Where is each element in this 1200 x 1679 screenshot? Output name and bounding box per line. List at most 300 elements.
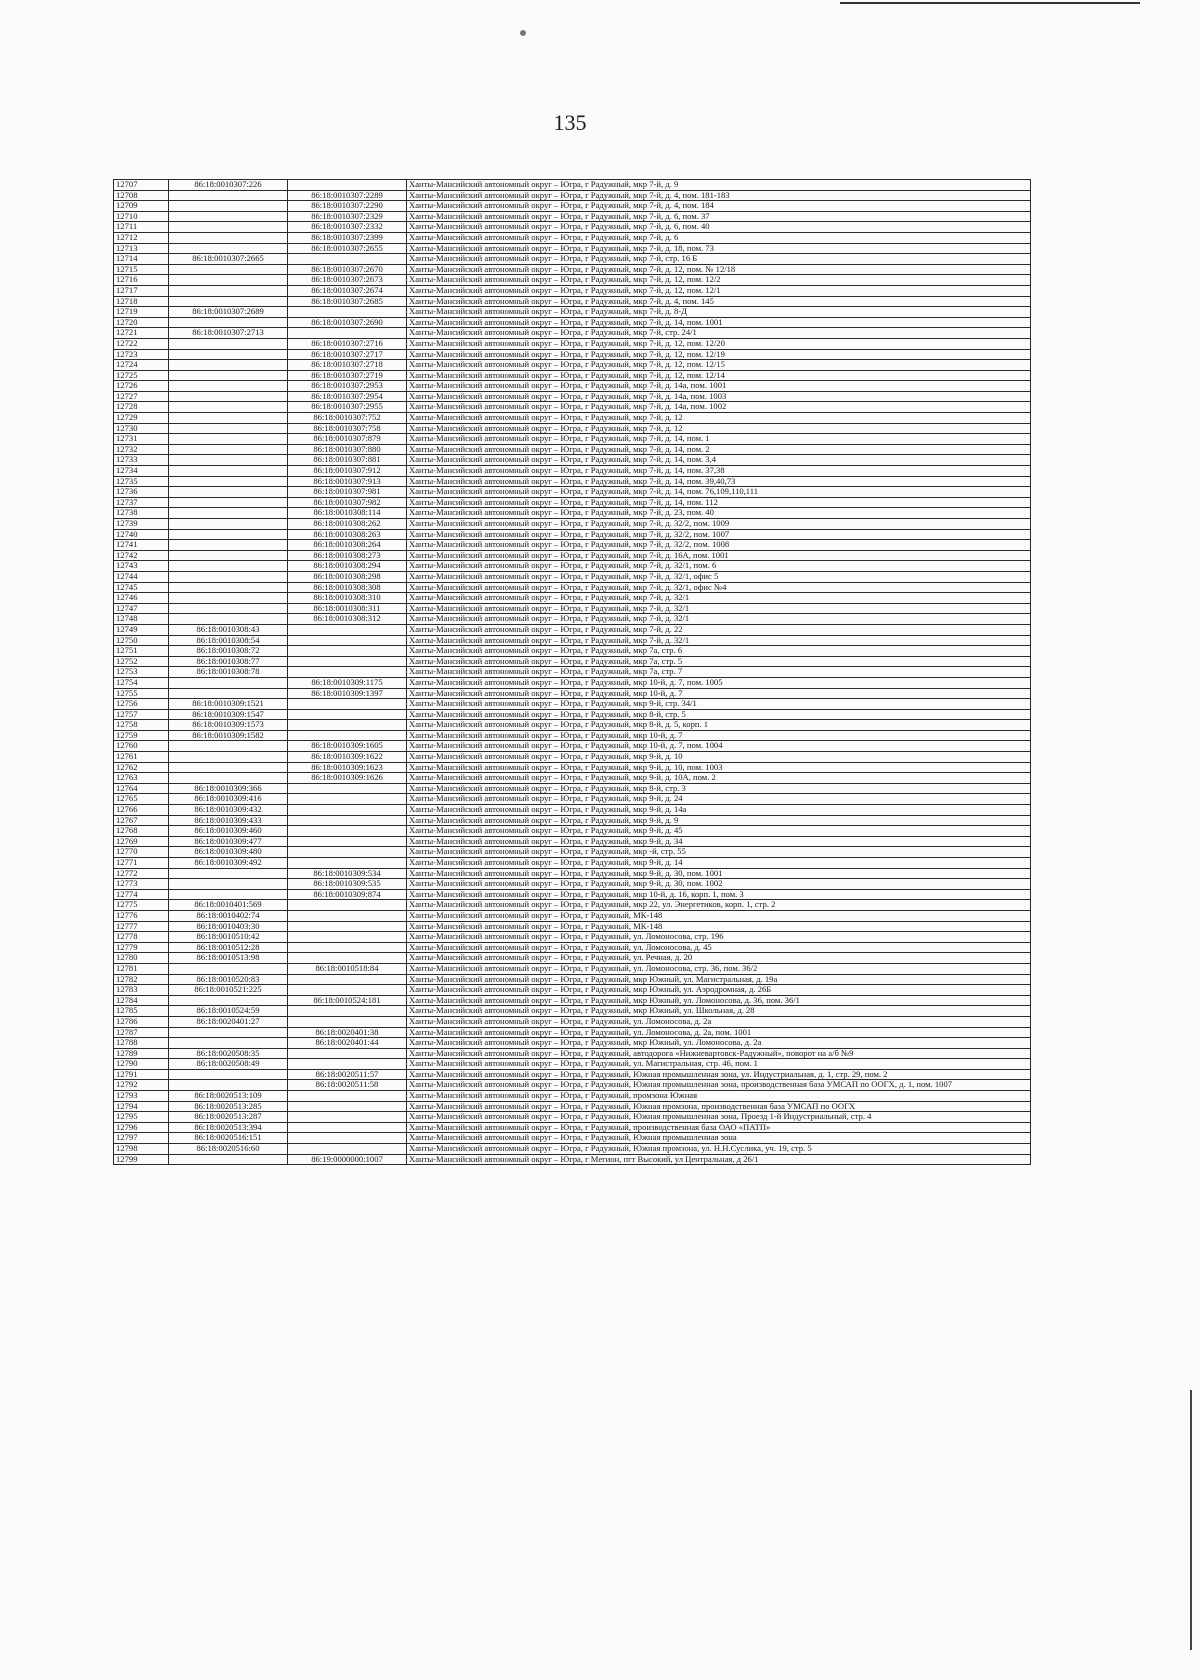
row-number: 12761 bbox=[114, 752, 169, 763]
table-row bbox=[114, 455, 1031, 466]
address: Ханты-Мансийский автономный округ – Югра, г Радужный, мкр 7-й, д. 14, пом. 76,109,110,111 bbox=[407, 487, 1031, 498]
address: Ханты-Мансийский автономный округ – Югра, г Радужный, ул. Магистральная, стр. 46, пом. 1 bbox=[407, 1059, 1031, 1070]
address: Ханты-Мансийский автономный округ – Югра, г Радужный, мкр 7-й, д. 12, пом. 12/14 bbox=[407, 370, 1031, 381]
land-cadastral-number: 86:18:0010402:74 bbox=[169, 910, 288, 921]
land-cadastral-number bbox=[169, 963, 288, 974]
building-cadastral-number: 86:18:0010307:879 bbox=[288, 434, 407, 445]
table-row bbox=[114, 1133, 1031, 1144]
land-cadastral-number bbox=[169, 1027, 288, 1038]
address: Ханты-Мансийский автономный округ – Югра, г Радужный, мкр 7а, стр. 6 bbox=[407, 646, 1031, 657]
table-row bbox=[114, 995, 1031, 1006]
address: Ханты-Мансийский автономный округ – Югра, г Радужный, мкр 7-й, д. 14а, пом. 1001 bbox=[407, 381, 1031, 392]
building-cadastral-number: 86:18:0010307:2332 bbox=[288, 222, 407, 233]
table-row bbox=[114, 624, 1031, 635]
building-cadastral-number: 86:18:0010307:2655 bbox=[288, 243, 407, 254]
land-cadastral-number bbox=[169, 285, 288, 296]
table-row bbox=[114, 762, 1031, 773]
table-row bbox=[114, 667, 1031, 678]
land-cadastral-number bbox=[169, 360, 288, 371]
row-number: 12720 bbox=[114, 317, 169, 328]
land-cadastral-number: 86:18:0010309:477 bbox=[169, 836, 288, 847]
building-cadastral-number: 86:18:0010309:1175 bbox=[288, 677, 407, 688]
table-row bbox=[114, 942, 1031, 953]
address: Ханты-Мансийский автономный округ – Югра, г Радужный, мкр 7-й, д. 32/1, офис №4 bbox=[407, 582, 1031, 593]
row-number: 12765 bbox=[114, 794, 169, 805]
row-number: 12721 bbox=[114, 328, 169, 339]
row-number: 12725 bbox=[114, 370, 169, 381]
table-row bbox=[114, 1154, 1031, 1165]
table-row bbox=[114, 1122, 1031, 1133]
land-cadastral-number: 86:18:0010307:2665 bbox=[169, 254, 288, 265]
row-number: 12724 bbox=[114, 360, 169, 371]
land-cadastral-number bbox=[169, 995, 288, 1006]
table-row bbox=[114, 222, 1031, 233]
row-number: 12734 bbox=[114, 466, 169, 477]
scan-right-edge bbox=[1190, 1390, 1192, 1650]
building-cadastral-number bbox=[288, 730, 407, 741]
row-number: 12754 bbox=[114, 677, 169, 688]
row-number: 12788 bbox=[114, 1038, 169, 1049]
land-cadastral-number bbox=[169, 1080, 288, 1091]
table-row bbox=[114, 805, 1031, 816]
building-cadastral-number: 86:19:0000000:1007 bbox=[288, 1154, 407, 1165]
building-cadastral-number: 86:18:0010308:294 bbox=[288, 561, 407, 572]
address: Ханты-Мансийский автономный округ – Югра, г Радужный, мкр 7-й, д. 22 bbox=[407, 624, 1031, 635]
land-cadastral-number bbox=[169, 264, 288, 275]
row-number: 12774 bbox=[114, 889, 169, 900]
table-row bbox=[114, 963, 1031, 974]
building-cadastral-number: 86:18:0010307:2955 bbox=[288, 402, 407, 413]
row-number: 12794 bbox=[114, 1101, 169, 1112]
row-number: 12796 bbox=[114, 1122, 169, 1133]
address: Ханты-Мансийский автономный округ – Югра, г Радужный, мкр -й, стр. 55 bbox=[407, 847, 1031, 858]
table-row bbox=[114, 190, 1031, 201]
land-cadastral-number: 86:18:0010309:366 bbox=[169, 783, 288, 794]
building-cadastral-number bbox=[288, 624, 407, 635]
building-cadastral-number bbox=[288, 953, 407, 964]
address: Ханты-Мансийский автономный округ – Югра, г Радужный, мкр 7-й, д. 12, пом. 12/15 bbox=[407, 360, 1031, 371]
row-number: 12779 bbox=[114, 942, 169, 953]
land-cadastral-number bbox=[169, 571, 288, 582]
row-number: 12777 bbox=[114, 921, 169, 932]
table-row bbox=[114, 180, 1031, 191]
row-number: 12744 bbox=[114, 571, 169, 582]
building-cadastral-number: 86:18:0010307:2690 bbox=[288, 317, 407, 328]
address: Ханты-Мансийский автономный округ – Югра, г Радужный, мкр 7-й, д. 18, пом. 73 bbox=[407, 243, 1031, 254]
table-row bbox=[114, 656, 1031, 667]
address: Ханты-Мансийский автономный округ – Югра, г Радужный, мкр 8-й, стр. 5 bbox=[407, 709, 1031, 720]
building-cadastral-number: 86:18:0010308:273 bbox=[288, 550, 407, 561]
building-cadastral-number bbox=[288, 826, 407, 837]
building-cadastral-number bbox=[288, 942, 407, 953]
table-row bbox=[114, 307, 1031, 318]
building-cadastral-number: 86:18:0010309:1623 bbox=[288, 762, 407, 773]
land-cadastral-number: 86:18:0010512:28 bbox=[169, 942, 288, 953]
building-cadastral-number bbox=[288, 847, 407, 858]
building-cadastral-number bbox=[288, 328, 407, 339]
address: Ханты-Мансийский автономный округ – Югра, г Радужный, ул. Речная, д. 20 bbox=[407, 953, 1031, 964]
land-cadastral-number bbox=[169, 519, 288, 530]
land-cadastral-number bbox=[169, 487, 288, 498]
building-cadastral-number: 86:18:0010307:912 bbox=[288, 466, 407, 477]
building-cadastral-number: 86:18:0010309:1605 bbox=[288, 741, 407, 752]
building-cadastral-number bbox=[288, 1059, 407, 1070]
address: Ханты-Мансийский автономный округ – Югра, г Радужный, мкр 7-й, д. 6, пом. 40 bbox=[407, 222, 1031, 233]
table-row bbox=[114, 836, 1031, 847]
land-cadastral-number bbox=[169, 593, 288, 604]
address: Ханты-Мансийский автономный округ – Югра, г Радужный, мкр 7-й, д. 14, пом. 1 bbox=[407, 434, 1031, 445]
building-cadastral-number: 86:18:0010307:2673 bbox=[288, 275, 407, 286]
land-cadastral-number bbox=[169, 232, 288, 243]
table-row bbox=[114, 1080, 1031, 1091]
table-row bbox=[114, 413, 1031, 424]
table-row bbox=[114, 529, 1031, 540]
table-row bbox=[114, 296, 1031, 307]
row-number: 12760 bbox=[114, 741, 169, 752]
row-number: 12780 bbox=[114, 953, 169, 964]
land-cadastral-number bbox=[169, 370, 288, 381]
land-cadastral-number: 86:18:0010309:492 bbox=[169, 858, 288, 869]
row-number: 12757 bbox=[114, 709, 169, 720]
table-row bbox=[114, 540, 1031, 551]
row-number: 12719 bbox=[114, 307, 169, 318]
address: Ханты-Мансийский автономный округ – Югра, г Радужный, мкр 7-й, д. 14а, пом. 1003 bbox=[407, 391, 1031, 402]
table-row bbox=[114, 614, 1031, 625]
building-cadastral-number: 86:18:0010307:752 bbox=[288, 413, 407, 424]
address: Ханты-Мансийский автономный округ – Югра, г Радужный, мкр 7-й, д. 14а, пом. 1002 bbox=[407, 402, 1031, 413]
building-cadastral-number bbox=[288, 254, 407, 265]
table-row bbox=[114, 752, 1031, 763]
row-number: 12799 bbox=[114, 1154, 169, 1165]
row-number: 12771 bbox=[114, 858, 169, 869]
building-cadastral-number: 86:18:0020511:57 bbox=[288, 1069, 407, 1080]
building-cadastral-number: 86:18:0010308:311 bbox=[288, 603, 407, 614]
address: Ханты-Мансийский автономный округ – Югра, г Радужный, мкр 7-й, д. 32/1 bbox=[407, 593, 1031, 604]
table-row bbox=[114, 275, 1031, 286]
building-cadastral-number: 86:18:0010308:308 bbox=[288, 582, 407, 593]
land-cadastral-number: 86:18:0020401:27 bbox=[169, 1016, 288, 1027]
table-row bbox=[114, 921, 1031, 932]
land-cadastral-number: 86:18:0010307:2713 bbox=[169, 328, 288, 339]
table-row bbox=[114, 783, 1031, 794]
land-cadastral-number: 86:18:0010307:2689 bbox=[169, 307, 288, 318]
land-cadastral-number bbox=[169, 752, 288, 763]
row-number: 12758 bbox=[114, 720, 169, 731]
row-number: 12773 bbox=[114, 879, 169, 890]
row-number: 12712 bbox=[114, 232, 169, 243]
land-cadastral-number: 86:18:0020513:394 bbox=[169, 1122, 288, 1133]
row-number: 12733 bbox=[114, 455, 169, 466]
address: Ханты-Мансийский автономный округ – Югра, г Радужный, мкр 7-й, д. 16А, пом. 1001 bbox=[407, 550, 1031, 561]
table-row bbox=[114, 1048, 1031, 1059]
table-row bbox=[114, 985, 1031, 996]
building-cadastral-number: 86:18:0010307:2954 bbox=[288, 391, 407, 402]
row-number: 12748 bbox=[114, 614, 169, 625]
address: Ханты-Мансийский автономный округ – Югра, г Радужный, мкр 9-й, д. 30, пом. 1001 bbox=[407, 868, 1031, 879]
address: Ханты-Мансийский автономный округ – Югра, г Радужный, мкр 7-й, д. 8-Д bbox=[407, 307, 1031, 318]
table-row bbox=[114, 1059, 1031, 1070]
table-row bbox=[114, 360, 1031, 371]
land-cadastral-number: 86:18:0010307:226 bbox=[169, 180, 288, 191]
land-cadastral-number bbox=[169, 529, 288, 540]
building-cadastral-number bbox=[288, 815, 407, 826]
address: Ханты-Мансийский автономный округ – Югра, г Радужный, мкр 8-й, стр. 3 bbox=[407, 783, 1031, 794]
row-number: 12715 bbox=[114, 264, 169, 275]
land-cadastral-number bbox=[169, 211, 288, 222]
building-cadastral-number bbox=[288, 1122, 407, 1133]
land-cadastral-number bbox=[169, 603, 288, 614]
building-cadastral-number bbox=[288, 720, 407, 731]
building-cadastral-number bbox=[288, 1112, 407, 1123]
address: Ханты-Мансийский автономный округ – Югра, г Радужный, мкр 7-й, д. 32/1 bbox=[407, 635, 1031, 646]
building-cadastral-number: 86:18:0010307:2717 bbox=[288, 349, 407, 360]
building-cadastral-number: 86:18:0010307:2685 bbox=[288, 296, 407, 307]
land-cadastral-number bbox=[169, 466, 288, 477]
building-cadastral-number bbox=[288, 1101, 407, 1112]
building-cadastral-number bbox=[288, 635, 407, 646]
building-cadastral-number bbox=[288, 646, 407, 657]
land-cadastral-number: 86:18:0010309:432 bbox=[169, 805, 288, 816]
table-row bbox=[114, 889, 1031, 900]
address: Ханты-Мансийский автономный округ – Югра, г Радужный, мкр 7а, стр. 7 bbox=[407, 667, 1031, 678]
land-cadastral-number bbox=[169, 773, 288, 784]
building-cadastral-number: 86:18:0010307:880 bbox=[288, 444, 407, 455]
table-row bbox=[114, 519, 1031, 530]
table-row bbox=[114, 264, 1031, 275]
land-cadastral-number bbox=[169, 338, 288, 349]
row-number: 12759 bbox=[114, 730, 169, 741]
table-row bbox=[114, 232, 1031, 243]
building-cadastral-number bbox=[288, 1133, 407, 1144]
building-cadastral-number: 86:18:0010307:758 bbox=[288, 423, 407, 434]
address: Ханты-Мансийский автономный округ – Югра, г Радужный, мкр 9-й, д. 45 bbox=[407, 826, 1031, 837]
row-number: 12745 bbox=[114, 582, 169, 593]
building-cadastral-number: 86:18:0010307:2718 bbox=[288, 360, 407, 371]
row-number: 12797 bbox=[114, 1133, 169, 1144]
address: Ханты-Мансийский автономный округ – Югра, г Радужный, мкр 9-й, д. 34 bbox=[407, 836, 1031, 847]
table-row bbox=[114, 1038, 1031, 1049]
building-cadastral-number: 86:18:0020401:38 bbox=[288, 1027, 407, 1038]
row-number: 12737 bbox=[114, 497, 169, 508]
table-row bbox=[114, 773, 1031, 784]
row-number: 12775 bbox=[114, 900, 169, 911]
table-row bbox=[114, 593, 1031, 604]
building-cadastral-number: 86:18:0010309:874 bbox=[288, 889, 407, 900]
row-number: 12731 bbox=[114, 434, 169, 445]
table-row bbox=[114, 635, 1031, 646]
land-cadastral-number: 86:18:0010309:1573 bbox=[169, 720, 288, 731]
building-cadastral-number bbox=[288, 794, 407, 805]
address: Ханты-Мансийский автономный округ – Югра, г Радужный, мкр 7-й, стр. 24/1 bbox=[407, 328, 1031, 339]
table-row bbox=[114, 646, 1031, 657]
row-number: 12730 bbox=[114, 423, 169, 434]
table-row bbox=[114, 423, 1031, 434]
address: Ханты-Мансийский автономный округ – Югра, г Радужный, мкр 7-й, д. 12, пом. 12/19 bbox=[407, 349, 1031, 360]
table-row bbox=[114, 720, 1031, 731]
land-cadastral-number: 86:18:0010308:77 bbox=[169, 656, 288, 667]
address: Ханты-Мансийский автономный округ – Югра, г Радужный, мкр 10-й, д. 7, пом. 1005 bbox=[407, 677, 1031, 688]
land-cadastral-number bbox=[169, 402, 288, 413]
building-cadastral-number bbox=[288, 985, 407, 996]
building-cadastral-number: 86:18:0020511:58 bbox=[288, 1080, 407, 1091]
page-number: 135 bbox=[553, 110, 587, 135]
address: Ханты-Мансийский автономный округ – Югра, г Радужный, мкр Южный, ул. Школьная, д. 28 bbox=[407, 1006, 1031, 1017]
table-row bbox=[114, 201, 1031, 212]
building-cadastral-number: 86:18:0010308:298 bbox=[288, 571, 407, 582]
land-cadastral-number: 86:18:0010308:72 bbox=[169, 646, 288, 657]
table-row bbox=[114, 582, 1031, 593]
row-number: 12767 bbox=[114, 815, 169, 826]
building-cadastral-number bbox=[288, 709, 407, 720]
address: Ханты-Мансийский автономный округ – Югра, г Радужный, мкр 22, ул. Энергетиков, корп. 1, стр. 2 bbox=[407, 900, 1031, 911]
row-number: 12740 bbox=[114, 529, 169, 540]
address: Ханты-Мансийский автономный округ – Югра, г Радужный, мкр Южный, ул. Магистральная, д. 19а bbox=[407, 974, 1031, 985]
row-number: 12768 bbox=[114, 826, 169, 837]
address: Ханты-Мансийский автономный округ – Югра, г Радужный, Южная промзона, производственная база УМСАП по ООГХ bbox=[407, 1101, 1031, 1112]
address: Ханты-Мансийский автономный округ – Югра, г Радужный, МК-148 bbox=[407, 910, 1031, 921]
table-row bbox=[114, 391, 1031, 402]
row-number: 12770 bbox=[114, 847, 169, 858]
row-number: 12798 bbox=[114, 1144, 169, 1155]
table-row bbox=[114, 508, 1031, 519]
address: Ханты-Мансийский автономный округ – Югра, г Радужный, мкр 7-й, д. 12 bbox=[407, 423, 1031, 434]
address: Ханты-Мансийский автономный округ – Югра, г Радужный, мкр 7-й, д. 4, пом. 145 bbox=[407, 296, 1031, 307]
address: Ханты-Мансийский автономный округ – Югра, г Радужный, мкр 7-й, д. 32/2, пом. 1009 bbox=[407, 519, 1031, 530]
row-number: 12717 bbox=[114, 285, 169, 296]
row-number: 12739 bbox=[114, 519, 169, 530]
table-row bbox=[114, 1101, 1031, 1112]
table-row bbox=[114, 741, 1031, 752]
table-row bbox=[114, 603, 1031, 614]
table-row bbox=[114, 328, 1031, 339]
table-row bbox=[114, 699, 1031, 710]
land-cadastral-number bbox=[169, 688, 288, 699]
address: Ханты-Мансийский автономный округ – Югра, г Радужный, мкр 10-й, д. 7 bbox=[407, 730, 1031, 741]
building-cadastral-number: 86:18:0010307:2953 bbox=[288, 381, 407, 392]
row-number: 12738 bbox=[114, 508, 169, 519]
address: Ханты-Мансийский автономный округ – Югра, г Радужный, автодорога «Нижневартовск-Радужный», поворот на а/б №9 bbox=[407, 1048, 1031, 1059]
table-row bbox=[114, 370, 1031, 381]
table-row bbox=[114, 338, 1031, 349]
table-row bbox=[114, 349, 1031, 360]
table-row bbox=[114, 1144, 1031, 1155]
address: Ханты-Мансийский автономный округ – Югра, г Радужный, мкр 7-й, д. 23, пом. 40 bbox=[407, 508, 1031, 519]
address: Ханты-Мансийский автономный округ – Югра, г Радужный, мкр 8-й, д. 5, корп. 1 bbox=[407, 720, 1031, 731]
building-cadastral-number: 86:18:0010307:2289 bbox=[288, 190, 407, 201]
building-cadastral-number bbox=[288, 699, 407, 710]
land-cadastral-number bbox=[169, 349, 288, 360]
table-row bbox=[114, 815, 1031, 826]
table-row bbox=[114, 974, 1031, 985]
table-row bbox=[114, 487, 1031, 498]
building-cadastral-number: 86:18:0010307:2290 bbox=[288, 201, 407, 212]
building-cadastral-number: 86:18:0010309:535 bbox=[288, 879, 407, 890]
table-row bbox=[114, 561, 1031, 572]
row-number: 12755 bbox=[114, 688, 169, 699]
land-cadastral-number bbox=[169, 413, 288, 424]
land-cadastral-number: 86:18:0020516:60 bbox=[169, 1144, 288, 1155]
land-cadastral-number: 86:18:0010309:480 bbox=[169, 847, 288, 858]
land-cadastral-number bbox=[169, 614, 288, 625]
building-cadastral-number bbox=[288, 1016, 407, 1027]
table-row bbox=[114, 1027, 1031, 1038]
scan-top-rule bbox=[840, 2, 1140, 4]
table-row bbox=[114, 709, 1031, 720]
row-number: 12735 bbox=[114, 476, 169, 487]
table-row bbox=[114, 571, 1031, 582]
row-number: 12783 bbox=[114, 985, 169, 996]
land-cadastral-number bbox=[169, 889, 288, 900]
row-number: 12713 bbox=[114, 243, 169, 254]
table-row bbox=[114, 1112, 1031, 1123]
building-cadastral-number bbox=[288, 180, 407, 191]
land-cadastral-number bbox=[169, 476, 288, 487]
land-cadastral-number bbox=[169, 423, 288, 434]
table-row bbox=[114, 794, 1031, 805]
address: Ханты-Мансийский автономный округ – Югра, г Радужный, промзона Южная bbox=[407, 1091, 1031, 1102]
address: Ханты-Мансийский автономный округ – Югра, г Радужный, мкр 7-й, д. 12, пом. 12/20 bbox=[407, 338, 1031, 349]
row-number: 12751 bbox=[114, 646, 169, 657]
address: Ханты-Мансийский автономный округ – Югра, г Мегион, пгт Высокий, ул Центральная, д 26/1 bbox=[407, 1154, 1031, 1165]
address: Ханты-Мансийский автономный округ – Югра, г Радужный, мкр Южный, ул. Аэродромная, д. 26Б bbox=[407, 985, 1031, 996]
address: Ханты-Мансийский автономный округ – Югра, г Радужный, мкр 7-й, д. 6 bbox=[407, 232, 1031, 243]
table-row bbox=[114, 868, 1031, 879]
building-cadastral-number: 86:18:0010307:881 bbox=[288, 455, 407, 466]
row-number: 12791 bbox=[114, 1069, 169, 1080]
building-cadastral-number: 86:18:0010308:262 bbox=[288, 519, 407, 530]
building-cadastral-number: 86:18:0010307:913 bbox=[288, 476, 407, 487]
building-cadastral-number bbox=[288, 805, 407, 816]
row-number: 12787 bbox=[114, 1027, 169, 1038]
building-cadastral-number: 86:18:0010309:1397 bbox=[288, 688, 407, 699]
building-cadastral-number bbox=[288, 783, 407, 794]
address: Ханты-Мансийский автономный округ – Югра, г Радужный, ул. Ломоносова, стр. 36, пом. 36/2 bbox=[407, 963, 1031, 974]
land-cadastral-number bbox=[169, 190, 288, 201]
row-number: 12778 bbox=[114, 932, 169, 943]
building-cadastral-number bbox=[288, 932, 407, 943]
row-number: 12708 bbox=[114, 190, 169, 201]
row-number: 12746 bbox=[114, 593, 169, 604]
building-cadastral-number bbox=[288, 1006, 407, 1017]
land-cadastral-number: 86:18:0010524:59 bbox=[169, 1006, 288, 1017]
land-cadastral-number: 86:18:0010520:83 bbox=[169, 974, 288, 985]
land-cadastral-number bbox=[169, 381, 288, 392]
table-row bbox=[114, 1069, 1031, 1080]
table-row bbox=[114, 858, 1031, 869]
row-number: 12747 bbox=[114, 603, 169, 614]
table-row bbox=[114, 550, 1031, 561]
address: Ханты-Мансийский автономный округ – Югра, г Радужный, мкр 7-й, д. 14, пом. 112 bbox=[407, 497, 1031, 508]
table-row bbox=[114, 910, 1031, 921]
address: Ханты-Мансийский автономный округ – Югра, г Радужный, мкр 7-й, д. 14, пом. 3,4 bbox=[407, 455, 1031, 466]
row-number: 12732 bbox=[114, 444, 169, 455]
building-cadastral-number bbox=[288, 1091, 407, 1102]
address: Ханты-Мансийский автономный округ – Югра, г Радужный, мкр 7-й, д. 14, пом. 37,38 bbox=[407, 466, 1031, 477]
address: Ханты-Мансийский автономный округ – Югра, г Радужный, Южная промышленная зона, производственная база УМСАП по ООГХ, д. 1, пом. 1007 bbox=[407, 1080, 1031, 1091]
address: Ханты-Мансийский автономный округ – Югра, г Радужный, мкр 7-й, д. 32/1 bbox=[407, 603, 1031, 614]
land-cadastral-number bbox=[169, 455, 288, 466]
building-cadastral-number: 86:18:0010308:263 bbox=[288, 529, 407, 540]
address: Ханты-Мансийский автономный округ – Югра, г Радужный, мкр 9-й, д. 10А, пом. 2 bbox=[407, 773, 1031, 784]
address: Ханты-Мансийский автономный округ – Югра, г Радужный, мкр 7-й, д. 4, пом. 181-183 bbox=[407, 190, 1031, 201]
registry-table-body bbox=[114, 180, 1031, 1165]
address: Ханты-Мансийский автономный округ – Югра, г Радужный, мкр 9-й, стр. 34/1 bbox=[407, 699, 1031, 710]
row-number: 12764 bbox=[114, 783, 169, 794]
building-cadastral-number bbox=[288, 921, 407, 932]
land-cadastral-number bbox=[169, 741, 288, 752]
land-cadastral-number bbox=[169, 434, 288, 445]
table-row bbox=[114, 466, 1031, 477]
